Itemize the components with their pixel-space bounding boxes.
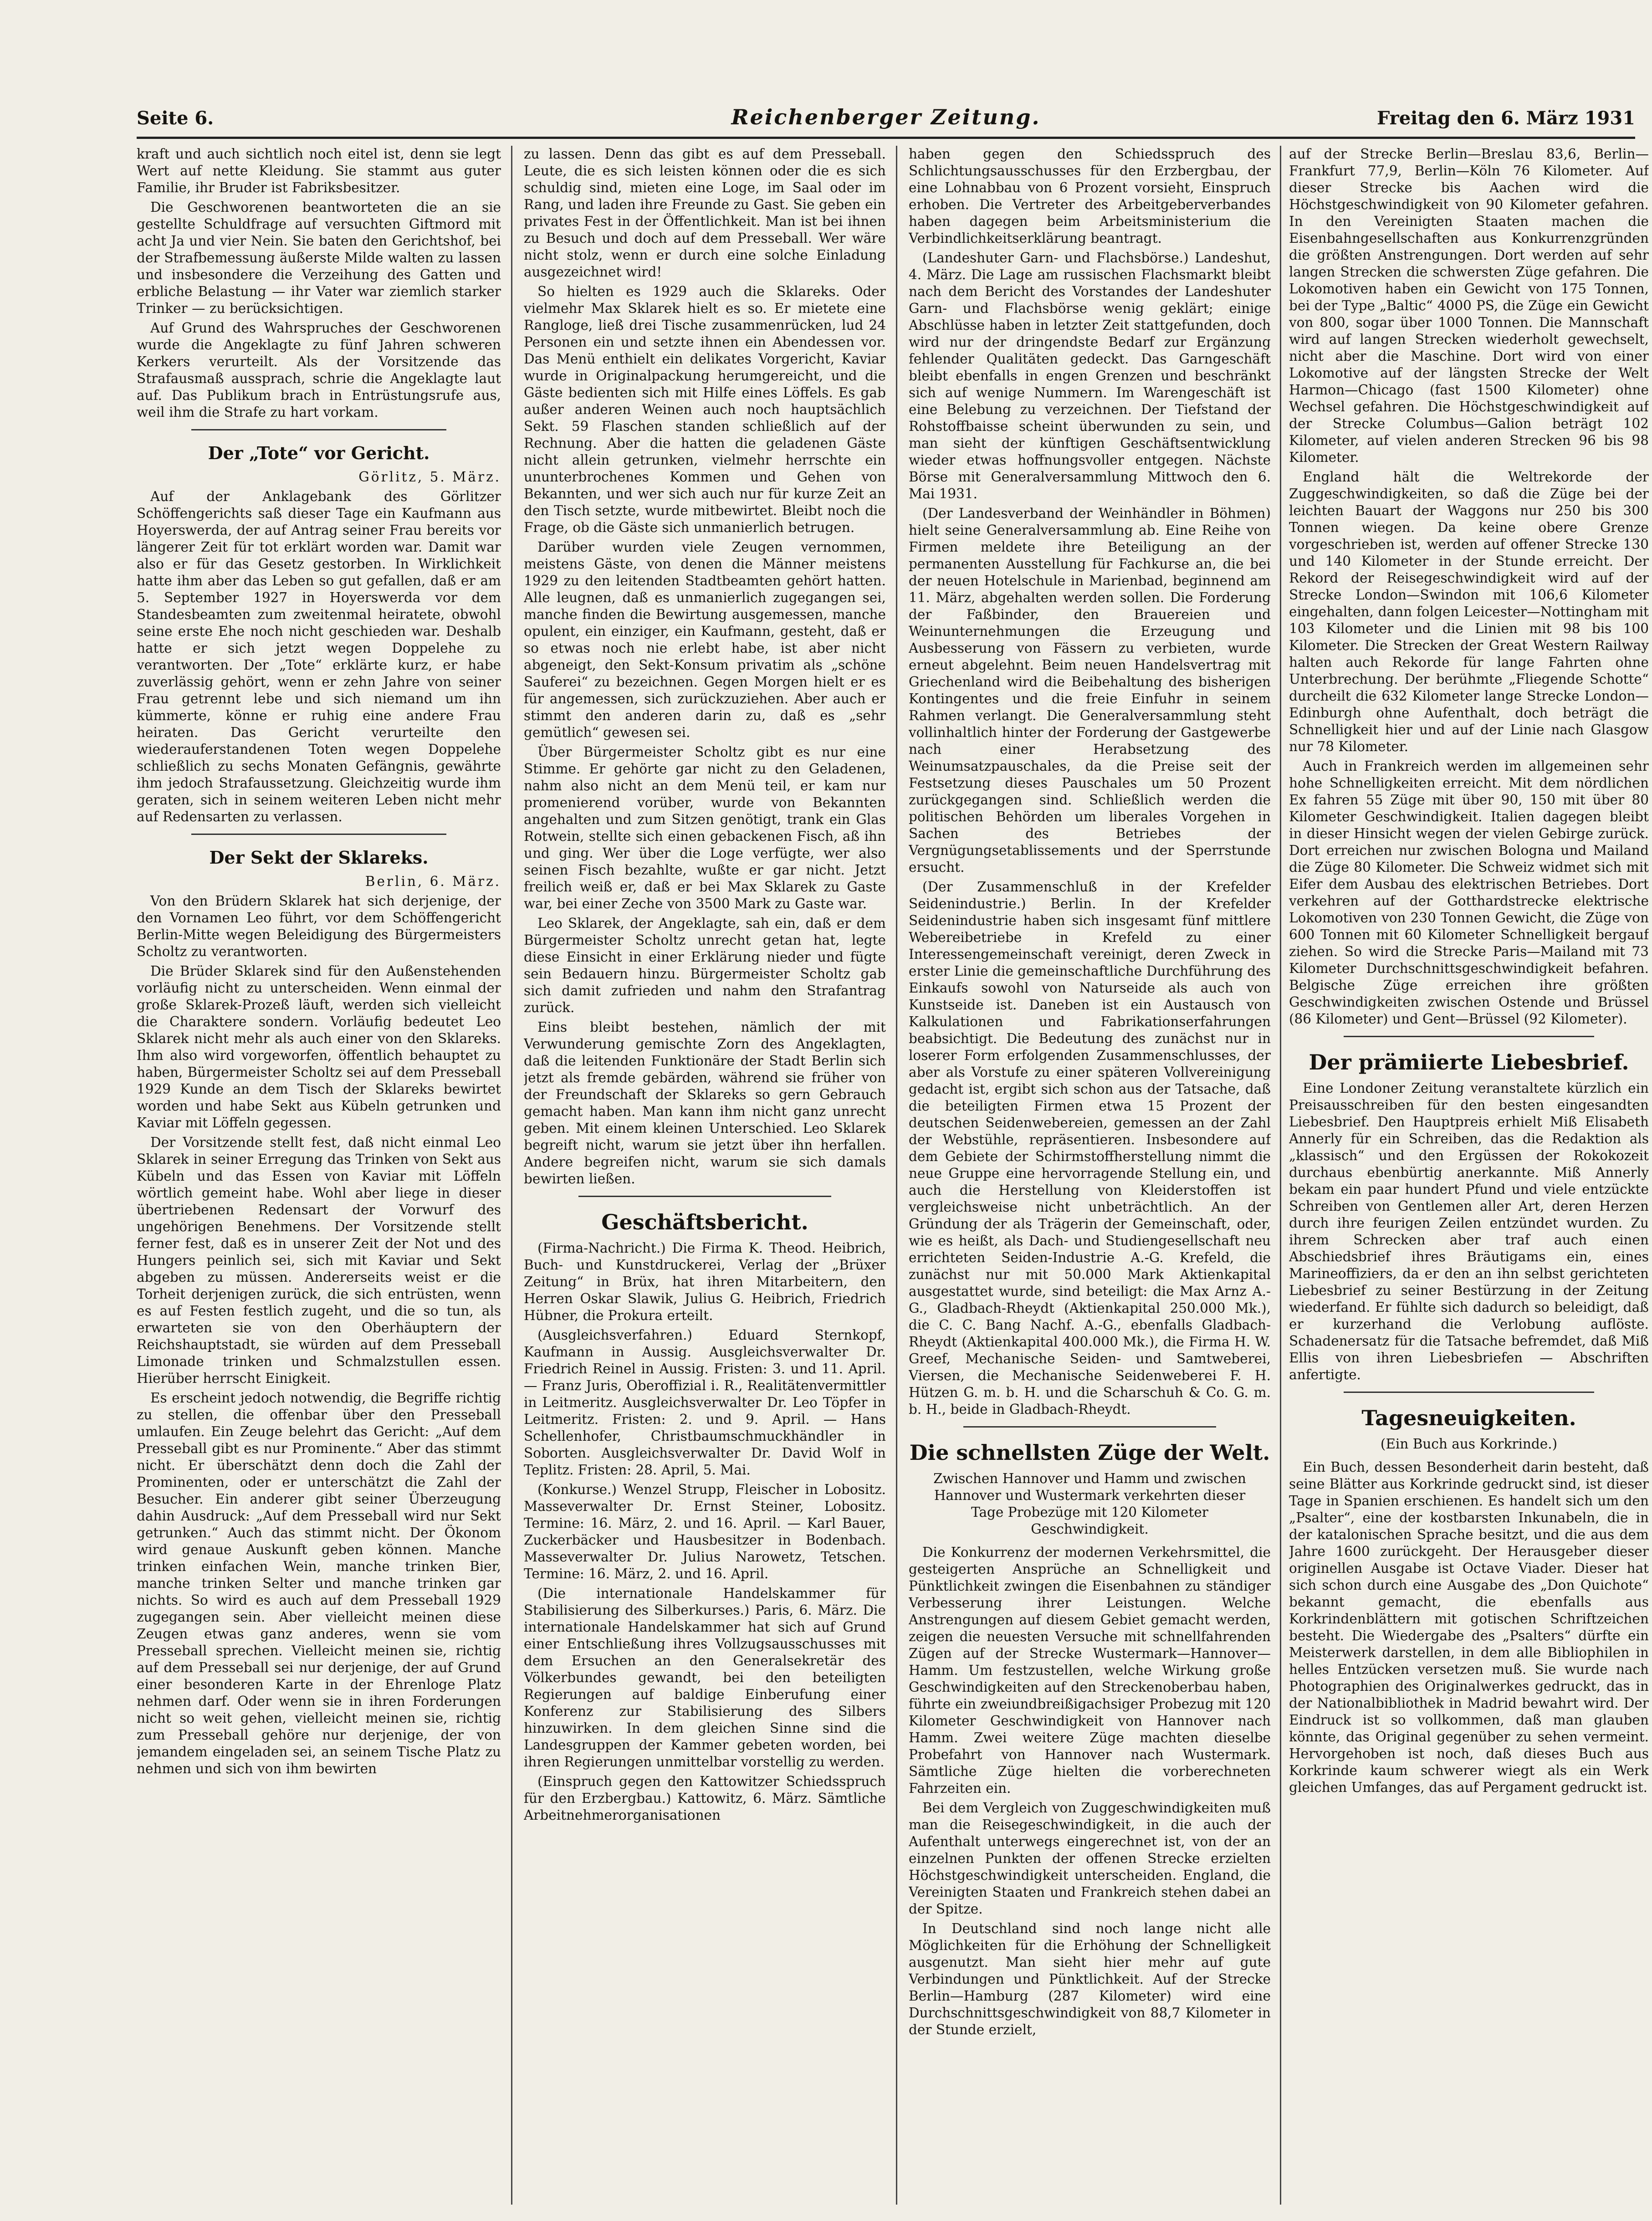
- paragraph: Der Vorsitzende stellt fest, daß nicht einmal Leo Sklarek in seiner Erregung das Trinken von Sekt aus Kübeln und das Essen von Kaviar mit Löffeln wörtlich gemeint habe. Wohl aber liege in dieser übertriebenen Redensart der Vorwurf des ungehörigen Benehmens. Der Vorsitzende stellt ferner fest, daß es in unserer Zeit der Not und des Hungers peinlich sei, sich mit Kaviar und Sekt abgeben zu müssen. Andererseits weist er die Torheit derjenigen zurück, die sich entrüsten, wenn es auf Festen festlich zugeht, und die so tun, als erwarteten sie von den Oberhäuptern der Reichshauptstadt, sie würden auf dem Presseball Limonade trinken und Schmalzstullen essen. Hierüber herrscht Einigkeit.: [137, 1135, 501, 1386]
- column-2: [524, 146, 886, 2205]
- article-subheadline: Zwischen Hannover und Hamm und zwischen Hannover und Wustermark verkehrten dieser Tage Probezüge mit 120 Kilometer Geschwindigkeit.: [933, 1471, 1246, 1537]
- issue-date: Freitag den 6. März 1931: [1376, 107, 1635, 129]
- section-headline: Geschäftsbericht.: [601, 1210, 808, 1234]
- paragraph: Auch in Frankreich werden im allgemeinen sehr hohe Schnelligkeiten erreicht. Mit dem nördlichen Ex fahren 55 Züge mit über 90, 150 mit über 80 Kilometer Geschwindigkeit. Italien dagegen bleibt in dieser Hinsicht wegen der vielen Gebirge zurück. Dort erreichen nur zwischen Bologna und Mailand die Züge 80 Kilometer. Die Schweiz widmet sich mit Eifer dem Ausbau des elektrischen Betriebes. Dort verkehren auf der Gotthardstrecke elektrische Lokomotiven von 230 Tonnen Gewicht, die Züge von 600 Tonnen mit 60 Kilometer Schnelligkeit bergauf ziehen. So wird die Strecke Paris—Mailand mit 73 Kilometer Durchschnittsgeschwindigkeit befahren. Belgische Züge erreichen ihre größten Geschwindigkeiten zwischen Ostende und Brüssel (86 Kilometer) und Gent—Brüssel (92 Kilometer).: [1289, 758, 1649, 1027]
- paragraph: Leo Sklarek, der Angeklagte, sah ein, daß er dem Bürgermeister Scholtz unrecht getan hat, legte diese Einsicht in einer Erklärung nieder und fügte sein Bedauern hinzu. Bürgermeister Scholtz gab sich damit zufrieden und nahm den Strafantrag zurück.: [524, 916, 886, 1015]
- paragraph: Auf der Anklagebank des Görlitzer Schöffengerichts saß dieser Tage ein Kaufmann aus Hoyerswerda, der auf Antrag seiner Frau bereits vor längerer Zeit für tot erklärt worden war. Damit war also er für das Gesetz gestorben. In Wirklichkeit hatte ihm aber das Leben so gut gefallen, daß er am 5. September 1927 in Hoyerswerda vor dem Standesbeamten zum zweitenmal heiratete, obwohl seine erste Ehe noch nicht geschieden war. Deshalb hatte er sich jetzt wegen Doppelehe zu verantworten. Der „Tote“ erklärte kurz, er habe zuverlässig gehört, wenn er zehn Jahre von seiner Frau getrennt lebe und sich niemand um ihn kümmerte, könne er ruhig eine andere Frau heiraten. Das Gericht verurteilte den wiederauferstandenen Toten wegen Doppelehe schließlich zu sechs Monaten Gefängnis, gewährte ihm jedoch Strafaussetzung. Gleichzeitig wurde ihm geraten, sich in seinem weiteren Leben nicht mehr auf Redensarten zu verlassen.: [137, 489, 501, 824]
- paragraph: Eins bleibt bestehen, nämlich der mit Verwunderung gemischte Zorn des Angeklagten, daß die leitenden Funktionäre der Stadt Berlin sich jetzt als fremde gebärden, während sie früher von der Freundschaft der Sklareks so gern Gebrauch gemacht haben. Man kann ihm nicht ganz unrecht geben. Mit einem kleinen Unterschied. Leo Sklarek begreift nicht, warum sie jetzt über ihn herfallen. Andere begreifen nicht, warum sie sich damals bewirten ließen.: [524, 1019, 886, 1187]
- column-1: [137, 146, 501, 2205]
- paragraph: (Firma-Nachricht.) Die Firma K. Theod. Heibrich, Buch- und Kunstdruckerei, Verlag der „Brüxer Zeitung“ in Brüx, hat ihren Mitarbeitern, den Herren Oskar Slawik, Julius G. Heibrich, Friedrich Hübner, die Prokura erteilt.: [524, 1240, 886, 1323]
- paragraph: Die Brüder Sklarek sind für den Außenstehenden vorläufig nicht zu unterscheiden. Wenn einmal der große Sklarek-Prozeß läuft, werden sich vielleicht die Charaktere sondern. Vorläufig bedeutet Leo Sklarek nicht mehr als auch einer von den Sklareks. Ihm also wird vorgeworfen, öffentlich behauptet zu haben, Bürgermeister Scholtz sei auf dem Presseball 1929 Kunde an dem Tisch der Sklareks bewirtet worden und habe Sekt aus Kübeln getrunken und Kaviar mit Löffeln gegessen.: [137, 963, 501, 1131]
- paragraph: Bei dem Vergleich von Zuggeschwindigkeiten muß man die Reisegeschwindigkeit, in die auch der Aufenthalt unterwegs eingerechnet ist, von der an einzelnen Punkten der offenen Strecke erzielten Höchstgeschwindigkeit unterscheiden. England, die Vereinigten Staaten und Frankreich stehen dabei an der Spitze.: [909, 1800, 1271, 1917]
- paragraph: Ein Buch, dessen Besonderheit darin besteht, daß seine Blätter aus Korkrinde gedruckt sind, ist dieser Tage in Spanien erschienen. Es handelt sich um den „Psalter“, eine der kostbarsten Inkunabeln, die in der katalonischen Sprache besitzt, und die aus dem Jahre 1600 zurückgeht. Der Herausgeber dieser originellen Ausgabe ist Octave Viader. Dieser hat sich schon durch eine Ausgabe des „Don Quichote“ bekannt gemacht, die ebenfalls aus Korkrindenblättern mit gotischen Schriftzeichen besteht. Die Wiedergabe des „Psalters“ dürfte ein Meisterwerk darstellen, in dem alle Bibliophilen in helles Entzücken versetzen muß. Sie wurde nach Photographien des Originalwerkes gedruckt, das in der Nationalbibliothek in Madrid bewahrt wird. Der Eindruck ist so vollkommen, daß man glauben könnte, das Original gegenüber zu sehen vermeint. Hervorgehoben ist noch, daß dieses Buch aus Korkrinde kaum schwerer wiegt als ein Werk gleichen Umfanges, das auf Pergament gedruckt ist.: [1289, 1459, 1649, 1795]
- article-separator: [191, 834, 446, 835]
- article-separator: [963, 1426, 1216, 1428]
- paragraph: kraft und auch sichtlich noch eitel ist, denn sie legt Wert auf nette Kleidung. Sie stammt aus guter Familie, ihr Bruder ist Fabriksbesitzer.: [137, 146, 501, 195]
- paragraph: Eine Londoner Zeitung veranstaltete kürzlich ein Preisausschreiben für den besten eingesandten Liebesbrief. Den Hauptpreis erhielt Miß Elisabeth Annerly für ein Schreiben, das die Redaktion als „klassisch“ und den Ergüssen der Rokokozeit durchaus ebenbürtig anerkannte. Miß Annerly bekam ein paar hundert Pfund und viele entzückte Schreiben von Gentlemen aller Art, deren Herzen durch ihre feurigen Zeilen entzündet wurden. Zu ihrem Schrecken aber traf auch einen Abschiedsbrief ihres Bräutigams ein, eines Marineoffiziers, da er den an ihn selbst gerichteten Liebesbrief zu seiner Bestürzung in der Zeitung wiederfand. Er fühlte sich dadurch so beleidigt, daß er kurzerhand die Verlobung auflöste. Schadenersatz für die Tatsache befremdet, daß Miß Ellis von ihren Liebesbriefen — Abschriften anfertigte.: [1289, 1080, 1649, 1382]
- page-number: Seite 6.: [137, 107, 214, 129]
- paragraph: (Ausgleichsverfahren.) Eduard Sternkopf, Kaufmann in Aussig. Ausgleichsverwalter Dr. Friedrich Reinel in Aussig. Fristen: 3. und 11. April. — Franz Juris, Oberoffizial i. R., Realitätenvermittler in Leitmeritz. Ausgleichsverwalter Dr. Leo Töpfer in Leitmeritz. Fristen: 2. und 9. April. — Hans Schellenhofer, Christbaumschmuckhändler in Soborten. Ausgleichsverwalter Dr. David Wolf in Teplitz. Fristen: 28. April, 5. Mai.: [524, 1327, 886, 1478]
- paragraph: Darüber wurden viele Zeugen vernommen, meistens Gäste, von denen die Männer meistens 1929 zu den leitenden Stadtbeamten gehört hatten. Alle leugnen, daß es unmanierlich zugegangen sei, manche finden die Bewirtung ausgemessen, manche opulent, ein einziger, ein Kaufmann, gesteht, daß er so etwas noch nie erlebt habe, ist aber nicht abgeneigt, den Sekt-Konsum privatim als „schöne Sauferei“ zu bezeichnen. Gegen Morgen hielt er es für angemessen, sich zurückzuziehen. Aber auch er stimmt den anderen darin zu, daß es „sehr gemütlich“ gewesen sei.: [524, 539, 886, 740]
- article-headline: Der prämiierte Liebesbrief.: [1309, 1050, 1629, 1075]
- paragraph: Es erscheint jedoch notwendig, die Begriffe richtig zu stellen, die offenbar über den Presseball umlaufen. Ein Zeuge belehrt das Gericht: „Auf dem Presseball gibt es nur Prominente.“ Aber das stimmt nicht. Er überschätzt denn doch die Zahl der Prominenten, oder er unterschätzt die Zahl der Besucher. Ein anderer gibt seiner Überzeugung dahin Ausdruck: „Auf dem Presseball wird nur Sekt getrunken.“ Auch das stimmt nicht. Der Ökonom wird genaue Auskunft geben können. Manche trinken einfachen Wein, manche trinken Bier, manche trinken Selter und manche trinken gar nichts. So wird es auch auf dem Presseball 1929 zugegangen sein. Aber vielleicht meinen diese Zeugen etwas ganz anderes, wenn sie vom Presseball sprechen. Vielleicht meinen sie, richtig auf dem Presseball sei nur derjenige, der auf Grund einer besonderen Karte in der Ehrenloge Platz nehmen darf. Oder wenn sie in ihren Forderungen nicht so weit gehen, vielleicht meinen sie, richtig zum Presseball gehöre nur derjenige, der von jemandem eingeladen sei, an seinem Tische Platz zu nehmen und sich von ihm bewirten: [137, 1390, 501, 1776]
- paragraph: England hält die Weltrekorde der Zuggeschwindigkeiten, so daß die Züge bei der leichten Bauart der Waggons nur 250 bis 300 Tonnen wiegen. Da keine obere Grenze vorgeschrieben ist, werden auf offener Strecke 130 und 140 Kilometer in der Stunde erreicht. Der Rekord der Reisegeschwindigkeit wird auf der Strecke London—Swindon mit 106,6 Kilometer eingehalten, dann folgen Leicester—Nottingham mit 103 Kilometer und die Linien mit 98 bis 100 Kilometer. Die Strecken der Great Western Railway halten auch Rekorde für lange Fahrten ohne Unterbrechung. Der berühmte „Fliegende Schotte“ durcheilt die 632 Kilometer lange Strecke London—Edinburgh ohne Aufenthalt, doch beträgt die Schnelligkeit hier und auf der Linie nach Glasgow nur 78 Kilometer.: [1289, 469, 1649, 754]
- dateline: Görlitz, 5. März.: [358, 469, 501, 485]
- paragraph: haben gegen den Schiedsspruch des Schlichtungsausschusses für den Erzbergbau, der eine Lohnabbau von 6 Prozent vorsieht, Einspruch erhoben. Die Vertreter des Arbeitgeberverbandes haben dagegen beim Arbeitsministerium die Verbindlichkeitserklärung beantragt.: [909, 146, 1271, 246]
- paragraph: Die Geschworenen beantworteten die an sie gestellte Schuldfrage auf versuchten Giftmord mit acht Ja und vier Nein. Sie baten den Gerichtshof, bei der Strafbemessung äußerste Milde walten zu lassen und insbesondere die Verzeihung des Gatten und erbliche Belastung — ihr Vater war ziemlich starker Trinker — zu berücksichtigen.: [137, 200, 501, 316]
- article-separator: [1344, 1392, 1594, 1393]
- paragraph: (Einspruch gegen den Kattowitzer Schiedsspruch für den Erzbergbau.) Kattowitz, 6. März. Sämtliche Arbeitnehmerorganisationen: [524, 1774, 886, 1823]
- paragraph: (Landeshuter Garn- und Flachsbörse.) Landeshut, 4. März. Die Lage am russischen Flachsmarkt bleibt nach dem Bericht des Vorstandes der Landeshuter Garn- und Flachsbörse wenig geklärt; einige Abschlüsse haben in letzter Zeit stattgefunden, doch wird nur der dringendste Bedarf zur Ergänzung fehlender Qualitäten gedeckt. Das Garngeschäft bleibt ebenfalls in engen Grenzen und beschränkt sich auf wenige Nummern. Im Warengeschäft ist eine Belebung zu verzeichnen. Der Tiefstand der Rohstoffbaisse scheint überwunden zu sein, und man sieht der künftigen Geschäftsentwicklung wieder etwas hoffnungsvoller entgegen. Nächste Börse mit Generalversammlung Mittwoch den 6. Mai 1931.: [909, 250, 1271, 502]
- paragraph: (Der Landesverband der Weinhändler in Böhmen) hielt seine Generalversammlung ab. Eine Reihe von Firmen meldete ihre Beteiligung an der permanenten Ausstellung für Fachkurse an, die bei der neuen Hotelschule in Marienbad, beginnend am 11. März, abgehalten werden sollen. Die Forderung der Faßbinder, den Brauereien und Weinunternehmungen die Erzeugung und Ausbesserung von Fässern zu verbieten, wurde erneut abgelehnt. Beim neuen Handelsvertrag mit Griechenland wird die Beibehaltung des bisherigen Kontingentes und die freie Einfuhr in seinem Rahmen verlangt. Die Generalversammlung steht vollinhaltlich hinter der Forderung der Gastgewerbe nach einer Herabsetzung des Weinumsatzpauschales, da die Preise seit der Festsetzung dieses Pauschales um 50 Prozent zurückgegangen sind. Schließlich werden die politischen Behörden um liberales Vorgehen in Sachen des Betriebes der Vergnügungsetablissements und der Sperrstunde ersucht.: [909, 506, 1271, 875]
- article-separator: [191, 429, 446, 430]
- column-divider: [1280, 146, 1281, 2205]
- article-headline: Die schnellsten Züge der Welt.: [909, 1440, 1270, 1465]
- paragraph: In Deutschland sind noch lange nicht alle Möglichkeiten für die Erhöhung der Schnelligkeit ausgenutzt. Man sieht hier mehr auf gute Verbindungen und Pünktlichkeit. Auf der Strecke Berlin—Hamburg (287 Kilometer) wird eine Durchschnittsgeschwindigkeit von 88,7 Kilometer in der Stunde erzielt,: [909, 1921, 1271, 2037]
- section-headline: Tagesneuigkeiten.: [1361, 1406, 1576, 1430]
- article-headline: Der Sekt der Sklareks.: [209, 847, 429, 868]
- column-4: [1289, 146, 1649, 2205]
- article-separator: [1344, 1036, 1594, 1037]
- paragraph: (Der Zusammenschluß in der Krefelder Seidenindustrie.) Berlin. In der Krefelder Seidenindustrie haben sich insgesamt fünf mittlere Webereibetriebe in Krefeld zu einer Interessengemeinschaft vereinigt, deren Zweck in erster Linie die gemeinschaftliche Durchführung des Einkaufs sowohl von Naturseide als auch von Kunstseide ist. Daneben ist ein Austausch von Kalkulationen und Fabrikationserfahrungen beabsichtigt. Die Bedeutung des zunächst nur in loserer Form erfolgenden Zusammenschlusses, der aber als Vorstufe zu einer späteren Vollvereinigung gedacht ist, ergibt sich schon aus der Tatsache, daß die beteiligten Firmen etwa 15 Prozent der deutschen Seidenwebereien, gemessen an der Zahl der Webstühle, repräsentieren. Insbesondere auf dem Gebiete der Schirmstoffherstellung nimmt die neue Gruppe eine hervorragende Stellung ein, und auch die Herstellung von Kleiderstoffen ist vergleichsweise nicht unbeträchtlich. An der Gründung der als Trägerin der Gemeinschaft, oder, wie es heißt, als Dach- und Studiengesellschaft neu errichteten Seiden-Industrie A.-G. Krefeld, die zunächst nur mit 50.000 Mark Aktienkapital ausgestattet wurde, sind beteiligt: die Max Arnz A.-G., Gladbach-Rheydt (Aktienkapital 250.000 Mk.), die C. C. Bang Nachf. A.-G., ebenfalls Gladbach-Rheydt (Aktienkapital 400.000 Mk.), die Firma H. W. Greef, Mechanische Seiden- und Samtweberei, Viersen, die Mechanische Seidenweberei F. H. Hützen G. m. b. H. und die Scharschuh & Co. G. m. b. H., beide in Gladbach-Rheydt.: [909, 879, 1271, 1417]
- paragraph: Über Bürgermeister Scholtz gibt es nur eine Stimme. Er gehörte gar nicht zu den Geladenen, nahm also nicht an dem Menü teil, er kam nur promenierend vorüber, wurde von Bekannten angehalten und zum Sitzen genötigt, trank ein Glas Rotwein, stellte sich einen gebackenen Fisch, aß ihn und ging. Wer über die Loge verfügte, wer also seinen Fisch bezahlte, wußte er gar nicht. Jetzt freilich weiß er, daß er bei Max Sklarek zu Gaste war, bei einer Zeche von 3500 Mark zu Gaste war.: [524, 744, 886, 911]
- column-divider: [896, 146, 897, 2205]
- paragraph: auf der Strecke Berlin—Breslau 83,6, Berlin—Frankfurt 77,9, Berlin—Köln 76 Kilometer. Auf dieser Strecke bis Aachen wird die Höchstgeschwindigkeit von 90 Kilometer gefahren. In den Vereinigten Staaten machen die Eisenbahngesellschaften aus Konkurrenzgründen die größten Anstrengungen. Dort werden auf sehr langen Strecken die schwersten Züge gefahren. Die Lokomotiven haben ein Gewicht von 175 Tonnen, bei der Type „Baltic“ 4000 PS, die Züge ein Gewicht von 800, sogar über 1000 Tonnen. Die Mannschaft wird auf langen Strecken wiederholt gewechselt, nicht aber die Maschine. Dort wird von einer Lokomotive auf der längsten Strecke der Welt Harmon—Chicago (fast 1500 Kilometer) ohne Wechsel gefahren. Die Höchstgeschwindigkeit auf der Strecke Columbus—Galion beträgt 102 Kilometer, auf vielen anderen Strecken 96 bis 98 Kilometer.: [1289, 146, 1649, 465]
- paragraph: Auf Grund des Wahrspruches der Geschworenen wurde die Angeklagte zu fünf Jahren schweren Kerkers verurteilt. Als der Vorsitzende das Strafausmaß aussprach, schrie die Angeklagte laut auf. Das Publikum brach in Entrüstungsrufe aus, weil ihm die Strafe zu hart vorkam.: [137, 320, 501, 420]
- paragraph: zu lassen. Denn das gibt es auf dem Presseball. Leute, die es sich leisten können oder die es sich schuldig sind, mieten eine Loge, im Saal oder im Rang, und laden ihre Freunde zu Gast. Sie geben ein privates Fest in der Öffentlichkeit. Man ist bei ihnen zu Besuch und doch auf dem Presseball. Wer wäre nicht stolz, wenn er durch eine solche Einladung ausgezeichnet wird!: [524, 146, 886, 280]
- dateline: Berlin, 6. März.: [365, 874, 501, 889]
- article-subheadline: (Ein Buch aus Korkrinde.): [1380, 1436, 1558, 1452]
- article-headline: Der „Tote“ vor Gericht.: [208, 443, 430, 463]
- paragraph: So hielten es 1929 auch die Sklareks. Oder vielmehr Max Sklarek hielt es so. Er mietete eine Rangloge, ließ drei Tische zusammenrücken, lud 24 Personen ein und setzte ihnen ein Abendessen vor. Das Menü enthielt ein delikates Vorgericht, Kaviar wurde in Originalpackung herumgereicht, und die Gäste bedienten sich mit Hilfe eines Löffels. Es gab außer anderen Weinen auch noch hauptsächlich Sekt. 59 Flaschen standen schließlich auf der Rechnung. Aber die hatten die geladenen Gäste nicht allein getrunken, vielmehr herrschte ein ununterbrochenes Kommen und Gehen von Bekannten, und wer sich auch nur für kurze Zeit an den Tisch setzte, wurde mitbewirtet. Bleibt noch die Frage, ob die Gäste sich unmanierlich betrugen.: [524, 284, 886, 535]
- column-divider: [511, 146, 512, 2205]
- article-separator: [578, 1196, 831, 1197]
- page-header: [137, 105, 1635, 139]
- masthead: Reichenberger Zeitung.: [731, 105, 1041, 129]
- paragraph: (Konkurse.) Wenzel Strupp, Fleischer in Lobositz. Masseverwalter Dr. Ernst Steiner, Lobositz. Termine: 16. März, 2. und 16. April. — Karl Bauer, Zuckerbäcker und Hausbesitzer in Bodenbach. Masseverwalter Dr. Julius Narowetz, Tetschen. Termine: 16. März, 2. und 16. April.: [524, 1482, 886, 1581]
- column-3: [909, 146, 1271, 2205]
- paragraph: (Die internationale Handelskammer für Stabilisierung des Silberkurses.) Paris, 6. März. Die internationale Handelskammer hat sich auf Grund einer Entschließung ihres Vollzugsausschusses mit dem Ersuchen an den Generalsekretär des Völkerbundes gewandt, bei den beteiligten Regierungen auf baldige Einberufung einer Konferenz zur Stabilisierung des Silbers hinzuwirken. In dem gleichen Sinne sind die Landesgruppen der Kammer gebeten worden, bei ihren Regierungen unmittelbar vorstellig zu werden.: [524, 1586, 886, 1770]
- paragraph: Die Konkurrenz der modernen Verkehrsmittel, die gesteigerten Ansprüche an Schnelligkeit und Pünktlichkeit zwingen die Eisenbahnen zu ständiger Verbesserung ihrer Leistungen. Welche Anstrengungen auf diesem Gebiet gemacht werden, zeigen die neuesten Versuche mit schnellfahrenden Zügen auf der Strecke Wustermark—Hannover—Hamm. Um festzustellen, welche Wirkung große Geschwindigkeiten auf den Streckenoberbau haben, führte ein zweiundbreißigachsiger Probezug mit 120 Kilometer Geschwindigkeit von Hannover nach Hamm. Zwei weitere Züge machten dieselbe Probefahrt von Hannover nach Wustermark. Sämtliche Züge hielten die vorberechneten Fahrzeiten ein.: [909, 1545, 1271, 1796]
- paragraph: Von den Brüdern Sklarek hat sich derjenige, der den Vornamen Leo führt, vor dem Schöffengericht Berlin-Mitte wegen Beleidigung des Bürgermeisters Scholtz zu verantworten.: [137, 893, 501, 959]
